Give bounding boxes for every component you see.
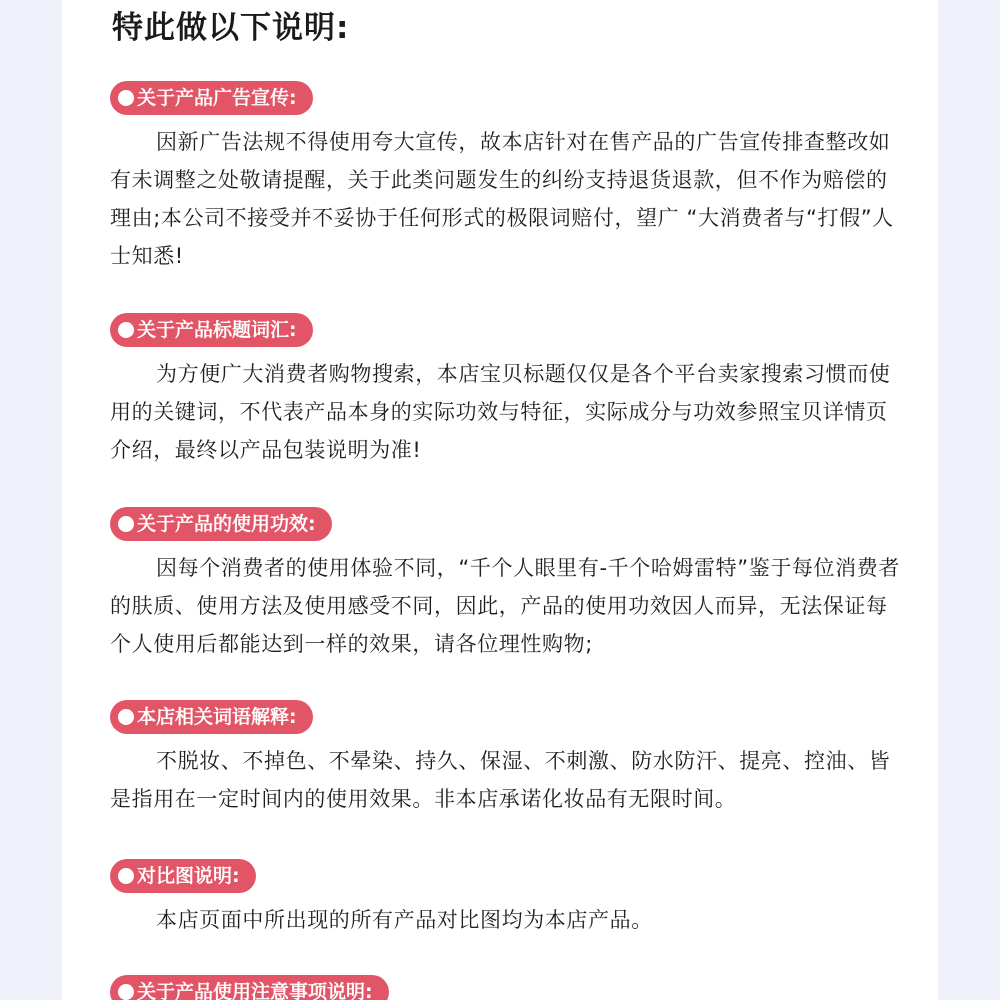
section-title-badge xyxy=(110,700,313,734)
section-title: 关于产品使用注意事项说明: xyxy=(137,981,373,1000)
section-title-badge xyxy=(110,975,389,1000)
bullet-dot-icon xyxy=(118,984,134,1000)
document-page xyxy=(62,0,938,1000)
bullet-dot-icon xyxy=(118,90,134,106)
section-title: 对比图说明: xyxy=(137,865,240,887)
section-title: 关于产品的使用功效: xyxy=(137,513,316,535)
section-body: 因每个消费者的使用体验不同，“千个人眼里有-千个哈姆雷特”鉴于每位消费者的肤质、使用方法及使用感受不同，因此，产品的使用功效因人而异，无法保证每个人使用后都能达到一样的效果，请各位理性购物; xyxy=(110,556,900,656)
section-ad-notice xyxy=(110,81,900,275)
section-title: 关于产品标题词汇: xyxy=(137,319,297,341)
section-usage-effect xyxy=(110,507,900,663)
section-title-badge xyxy=(110,313,313,347)
section-body: 为方便广大消费者购物搜索，本店宝贝标题仅仅是各个平台卖家搜索习惯而使用的关键词，不代表产品本身的实际功效与特征，实际成分与功效参照宝贝详情页介绍，最终以产品包装说明为准! xyxy=(110,362,891,462)
bullet-dot-icon xyxy=(118,516,134,532)
section-body: 不脱妆、不掉色、不晕染、持久、保湿、不刺激、防水防汗、提亮、控油、皆是指用在一定时间内的使用效果。非本店承诺化妆品有无限时间。 xyxy=(110,749,891,811)
section-title-badge xyxy=(110,859,256,893)
section-title: 关于产品广告宣传: xyxy=(137,87,297,109)
section-comparison-images xyxy=(110,859,900,939)
section-term-explanations xyxy=(110,700,900,818)
bullet-dot-icon xyxy=(118,868,134,884)
section-body: 因新广告法规不得使用夸大宣传，故本店针对在售产品的广告宣传排查整改如有未调整之处敬请提醒，关于此类问题发生的纠纷支持退货退款，但不作为赔偿的理由;本公司不接受并不妥协于任何形式的极限词赔付，望广 “大消费者与“打假”人士知悉! xyxy=(110,130,894,268)
bullet-dot-icon xyxy=(118,709,134,725)
page-title: 特此做以下说明: xyxy=(112,10,350,46)
section-title-badge xyxy=(110,507,332,541)
section-body: 本店页面中所出现的所有产品对比图均为本店产品。 xyxy=(156,908,653,932)
section-title-keywords xyxy=(110,313,900,469)
bullet-dot-icon xyxy=(118,322,134,338)
section-title: 本店相关词语解释: xyxy=(137,706,297,728)
section-usage-notes xyxy=(110,975,900,1000)
section-title-badge xyxy=(110,81,313,115)
